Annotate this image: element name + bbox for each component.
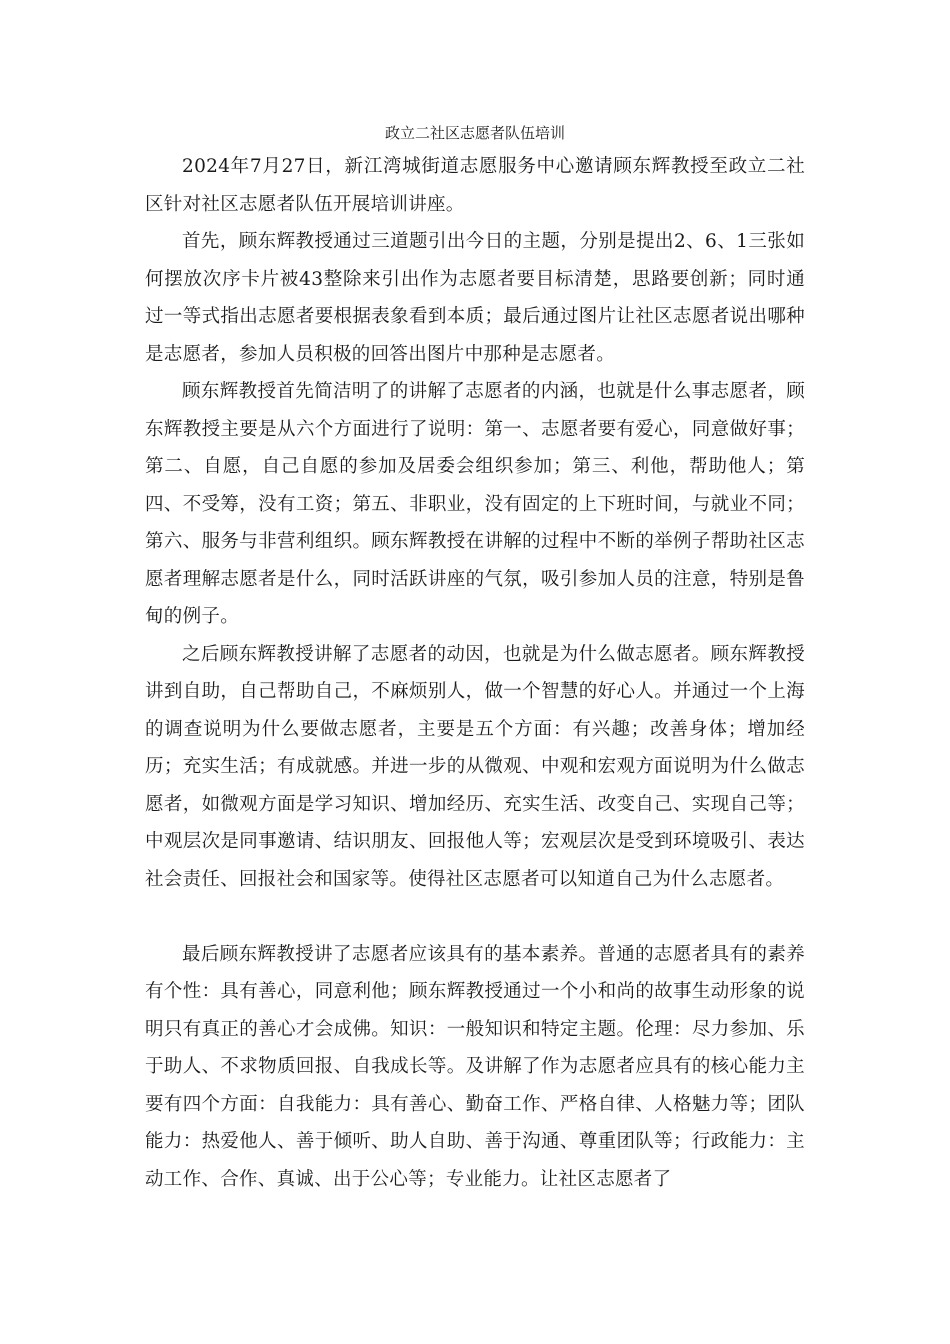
paragraph-opening-questions: 首先，顾东辉教授通过三道题引出今日的主题，分别是提出2、6、1三张如何摆放次序卡片被43整除来引出作为志愿者要目标清楚，思路要创新；同时通过一等式指出志愿者要根据表象看到本质；最后通过图片让社区志愿者说出哪种是志愿者，参加人员积极的回答出图片中那种是志愿者。 [145,231,805,365]
paragraph-volunteer-qualities: 最后顾东辉教授讲了志愿者应该具有的基本素养。普通的志愿者具有的素养有个性：具有善心，同意利他；顾东辉教授通过一个小和尚的故事生动形象的说明只有真正的善心才会成佛。知识：一般知识和特定主题。伦理：尽力参加、乐于助人、不求物质回报、自我成长等。及讲解了作为志愿者应具有的核心能力主要有四个方面：自我能力：具有善心、勤奋工作、严格自律、人格魅力等；团队能力：热爱他人、善于倾听、助人自助、善于沟通、尊重团队等；行政能力：主动工作、合作、真诚、出于公心等；专业能力。让社区志愿者了 [145,943,805,1190]
paragraph-intro: 2024年7月27日，新江湾城街道志愿服务中心邀请顾东辉教授至政立二社区针对社区志愿者队伍开展培训讲座。 [145,156,805,215]
paragraph-volunteer-meaning: 顾东辉教授首先简洁明了的讲解了志愿者的内涵，也就是什么事志愿者，顾东辉教授主要是从六个方面进行了说明：第一、志愿者要有爱心，同意做好事；第二、自愿，自己自愿的参加及居委会组织参加；第三、利他，帮助他人；第四、不受筹，没有工资；第五、非职业，没有固定的上下班时间，与就业不同；第六、服务与非营利组织。顾东辉教授在讲解的过程中不断的举例子帮助社区志愿者理解志愿者是什么，同时活跃讲座的气氛，吸引参加人员的注意，特别是鲁甸的例子。 [145,381,805,627]
document-page [145,118,805,1198]
paragraph-spacer [145,898,805,936]
paragraph-volunteer-motivation: 之后顾东辉教授讲解了志愿者的动因，也就是为什么做志愿者。顾东辉教授讲到自助，自己帮助自己，不麻烦别人，做一个智慧的好心人。并通过一个上海的调查说明为什么要做志愿者，主要是五个方面：有兴趣；改善身体；增加经历；充实生活；有成就感。并进一步的从微观、中观和宏观方面说明为什么做志愿者，如微观方面是学习知识、增加经历、充实生活、改变自己、实现自己等；中观层次是同事邀请、结识朋友、回报他人等；宏观层次是受到环境吸引、表达社会责任、回报社会和国家等。使得社区志愿者可以知道自己为什么志愿者。 [145,643,805,890]
document-title: 政立二社区志愿者队伍培训 [384,124,565,142]
